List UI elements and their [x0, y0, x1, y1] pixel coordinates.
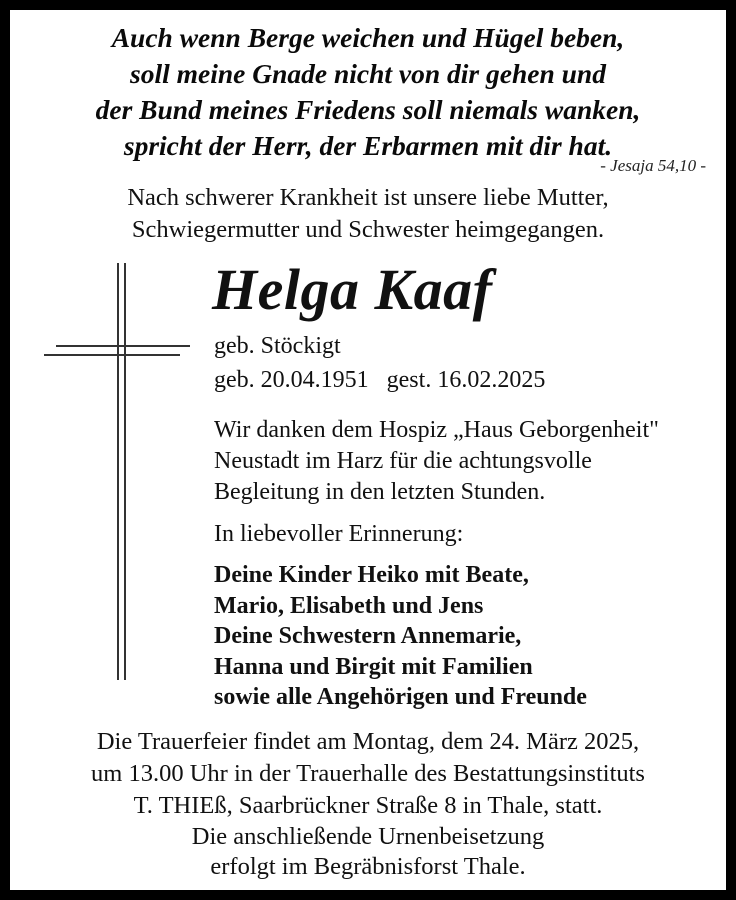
thanks-text — [214, 415, 659, 508]
funeral-line: T. THIEß, Saarbrückner Straße 8 in Thale, statt. — [133, 792, 603, 819]
mourner-line: Deine Kinder Heiko mit Beate, — [214, 562, 529, 588]
verse-line: spricht der Herr, der Erbarmen mit dir hat. — [123, 130, 613, 161]
life-dates — [214, 365, 545, 396]
verse-reference: - Jesaja 54,10 - — [600, 156, 706, 175]
mourner-line: Hanna und Birgit mit Familien — [214, 653, 533, 680]
mourners-list — [214, 560, 587, 713]
thanks-line: Neustadt im Harz für die achtungsvolle — [214, 448, 592, 474]
funeral-details — [10, 726, 726, 822]
mourner-line: Deine Schwestern Annemarie, — [214, 623, 522, 649]
verse-line: Auch wenn Berge weichen und Hügel beben, — [111, 22, 625, 53]
mourner-line: sowie alle Angehörigen und Freunde — [214, 684, 587, 710]
maiden-name: geb. Stöckigt — [214, 333, 341, 359]
intro-line: Schwiegermutter und Schwester heimgegangen. — [131, 216, 605, 243]
burial-line: Die anschließende Urnenbeisetzung — [191, 823, 545, 850]
memory-heading: In liebevoller Erinnerung: — [214, 521, 464, 547]
birth-date: geb. 20.04.1951 — [214, 367, 369, 393]
thanks-line: Wir danken dem Hospiz „Haus Geborgenheit" — [214, 417, 659, 443]
intro-line: Nach schwerer Krankheit ist unsere liebe Mutter, — [127, 184, 609, 211]
funeral-line: um 13.00 Uhr in der Trauerhalle des Bestattungsinstituts — [91, 760, 645, 787]
mourner-line: Mario, Elisabeth und Jens — [214, 592, 484, 619]
thanks-line: Begleitung in den letzten Stunden. — [214, 479, 546, 505]
deceased-name: Helga Kaaf — [212, 257, 493, 322]
verse-line: der Bund meines Friedens soll niemals wanken, — [95, 94, 641, 125]
death-date: gest. 16.02.2025 — [386, 367, 546, 393]
verse-line: soll meine Gnade nicht von dir gehen und — [130, 58, 606, 89]
funeral-line: Die Trauerfeier findet am Montag, dem 24. März 2025, — [96, 728, 640, 755]
burial-line: erfolgt im Begräbnisforst Thale. — [210, 853, 526, 880]
burial-details — [10, 822, 726, 882]
